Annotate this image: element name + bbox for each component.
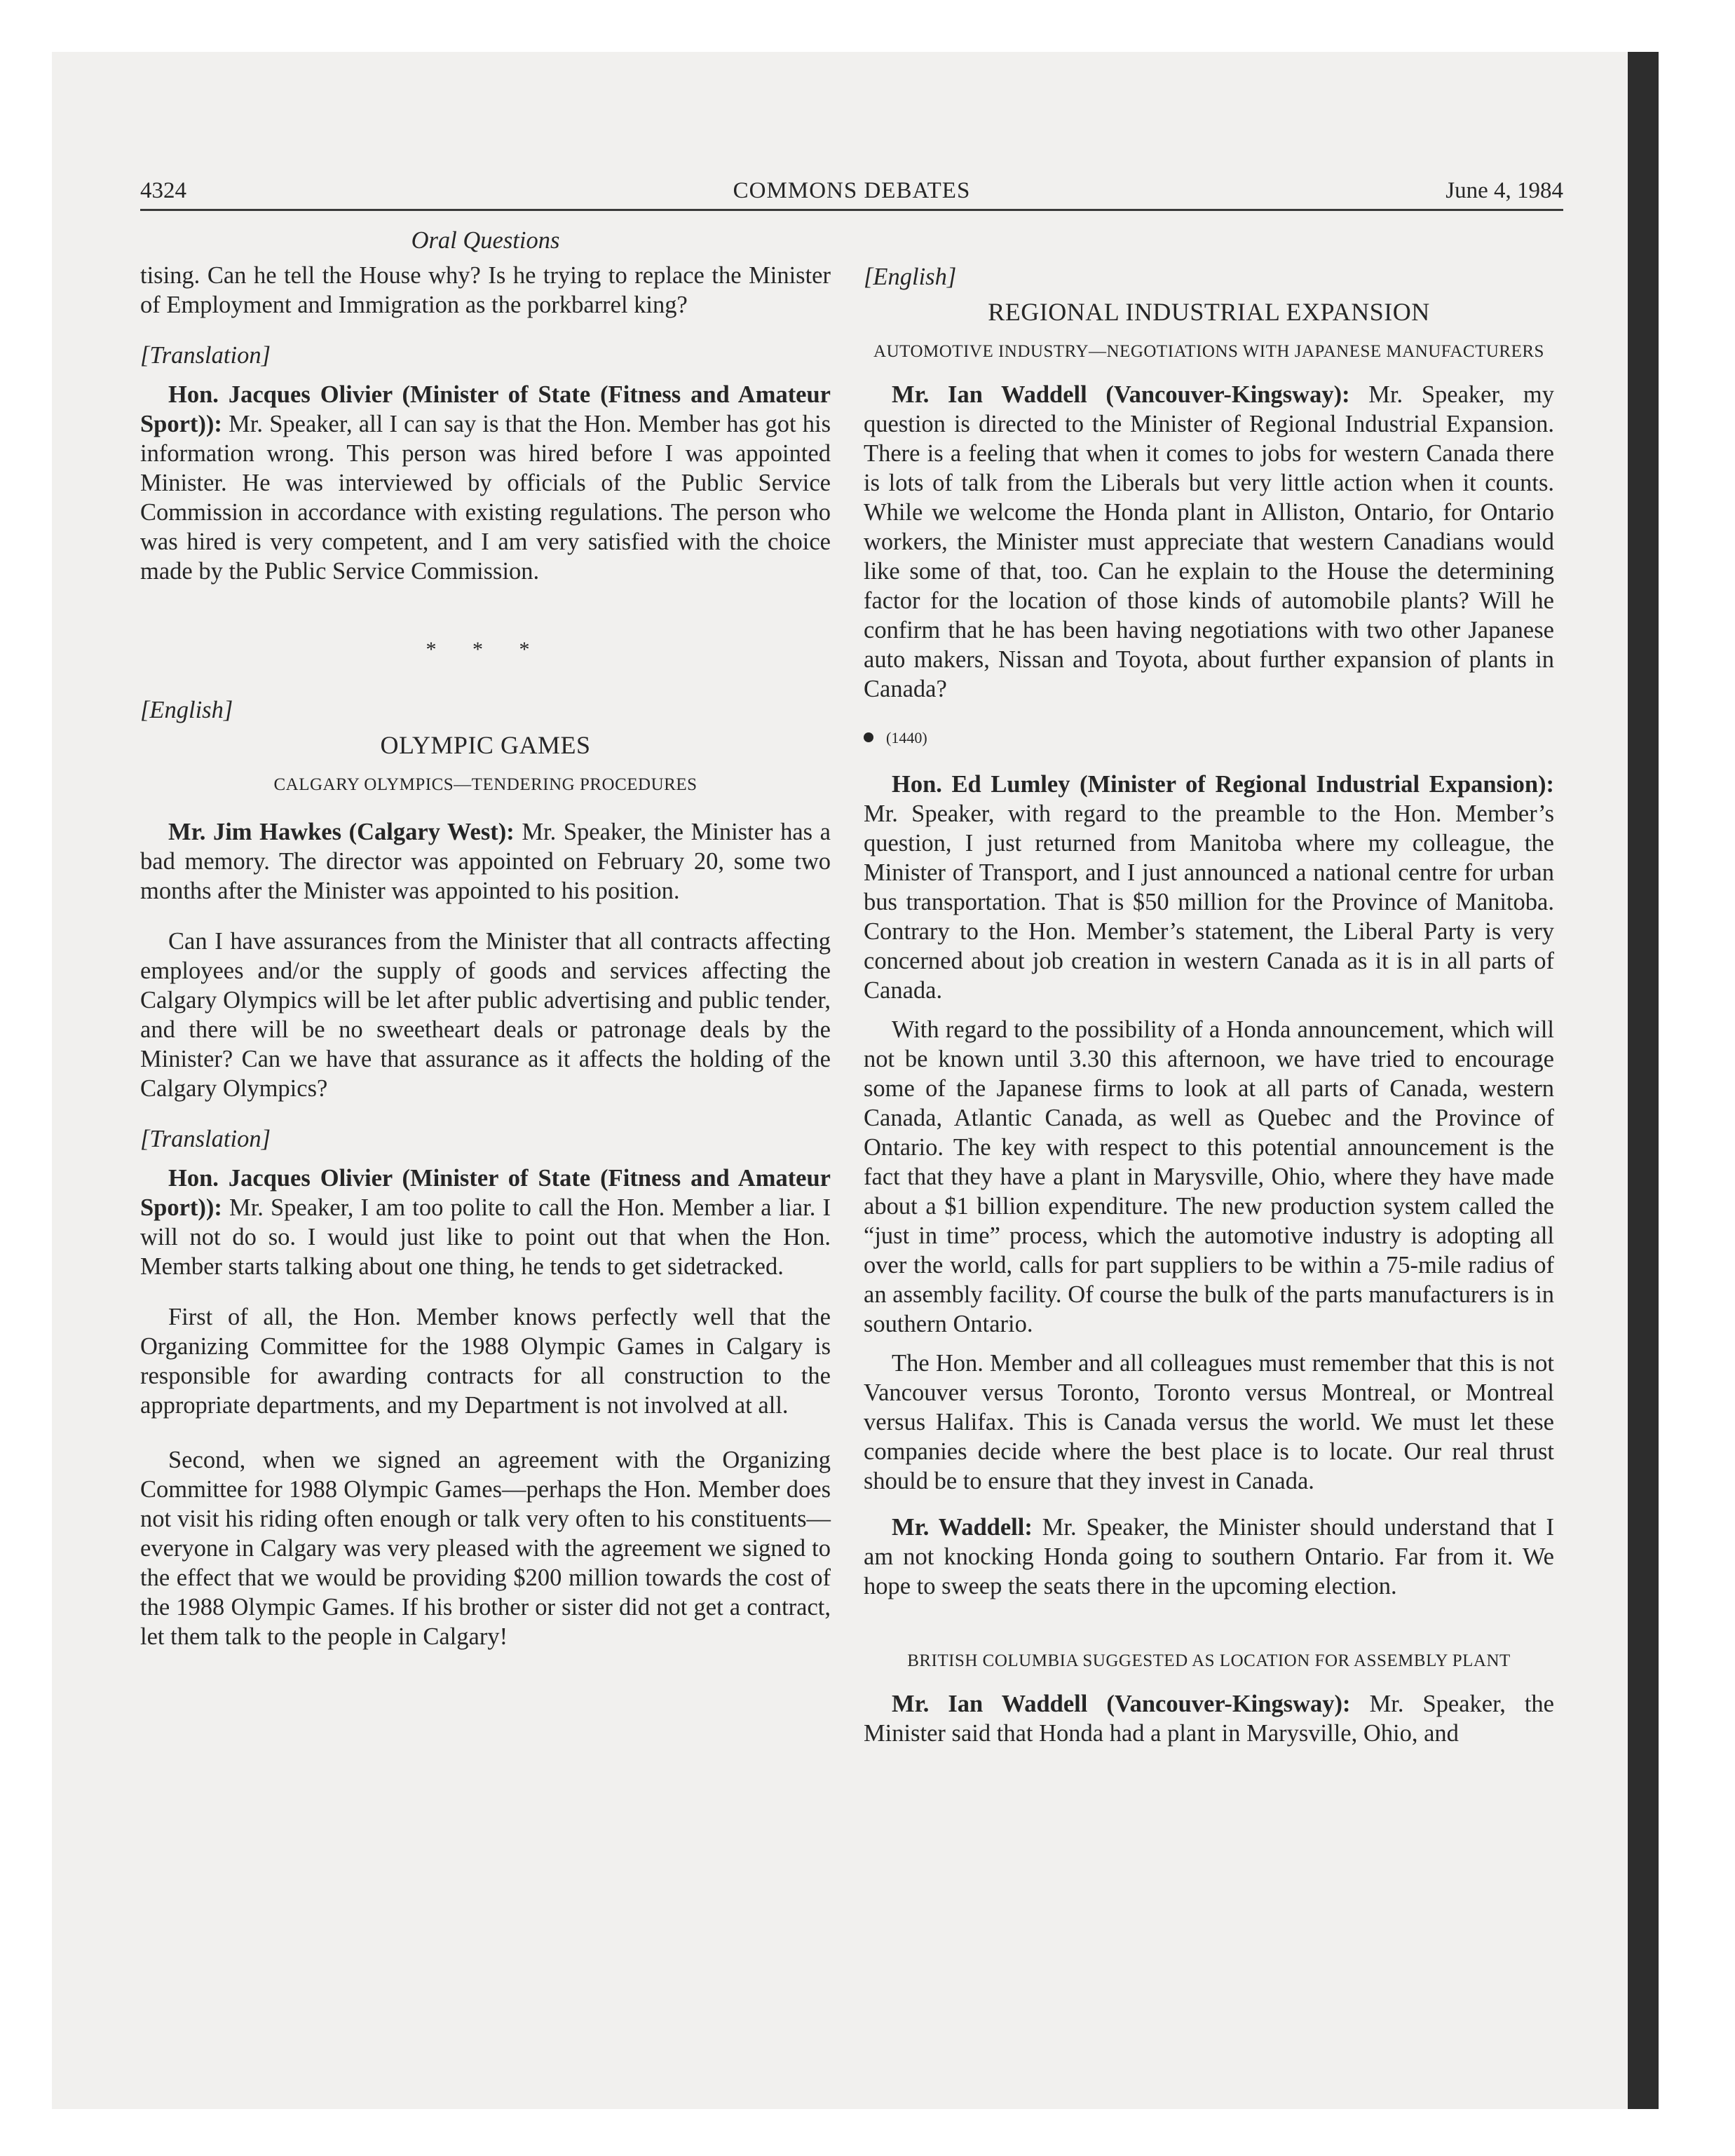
- left-column: [140, 226, 831, 1651]
- speech-text: Mr. Speaker, I am too polite to call the Hon. Member a liar. I will not do so. I would just like to point out that when the Hon. Member starts talking about one thing, he tends to get sidetracked.: [140, 1194, 831, 1280]
- paragraph: [864, 770, 1554, 1005]
- page-date: June 4, 1984: [1445, 178, 1563, 203]
- speaker-name: Hon. Ed Lumley (Minister of Regional Industrial Expansion):: [892, 771, 1554, 798]
- paragraph: Can I have assurances from the Minister that all contracts affecting employees and/or the supply of goods and services affecting the Calgary Olympics will be let after public advertising and public tender, and there will be no sweetheart deals or patronage deals by the Minister? Can we have that assurance as it affects the holding of the Calgary Olympics?: [140, 928, 831, 1102]
- speech-text: Mr. Speaker, my question is directed to the Minister of Regional Industrial Expansion. There is a feeling that when it comes to jobs for western Canada there is lots of talk from the Liberals but very little action when it counts. While we welcome the Honda plant in Alliston, Ontario, for Ontario workers, the Minister must appreciate that western Canadians would like some of that, too. Can he explain to the House the determining factor for the location of those kinds of automobile plants? Will he confirm that he has been having negotiations with two other Japanese auto makers, Nissan and Toyota, about further expansion of plants in Canada?: [864, 381, 1554, 702]
- paragraph: tising. Can he tell the House why? Is he trying to replace the Minister of Employment and Immigration as the porkbarrel king?: [140, 262, 831, 318]
- paragraph: Second, when we signed an agreement with the Organizing Committee for 1988 Olympic Games—perhaps the Hon. Member does not visit his riding often enough or talk very often to his constituents—everyone in Calgary was very pleased with the agreement we signed to the effect that we would be providing $200 million towards the cost of the 1988 Olympic Games. If his brother or sister did not get a contract, let them talk to the people in Calgary!: [140, 1447, 831, 1650]
- bullet-icon: [864, 732, 873, 742]
- section-subheading: BRITISH COLUMBIA SUGGESTED AS LOCATION FOR ASSEMBLY PLANT: [907, 1651, 1511, 1670]
- paragraph: [140, 1164, 831, 1281]
- paragraph: [864, 380, 1554, 704]
- scan-edge: [1628, 52, 1659, 2109]
- paragraph: With regard to the possibility of a Honda announcement, which will not be known until 3.30 this afternoon, we have tried to encourage some of the Japanese firms to look at all parts of Canada, western Canada, Atlantic Canada, as well as Quebec and the Province of Ontario. The key with respect to this potential announcement is the fact that they have a plant in Marysville, Ohio, where they have made about a $1 billion expenditure. The new production system called the “just in time” process, which the automotive industry is adopting all over the world, calls for part suppliers to be within a 75-mile radius of an assembly facility. Of course the bulk of the parts manufacturers is in southern Ontario.: [864, 1016, 1554, 1337]
- speaker-name: Mr. Waddell:: [892, 1514, 1033, 1541]
- running-head: Oral Questions: [411, 227, 560, 254]
- paragraph: [140, 380, 831, 586]
- paragraph: First of all, the Hon. Member knows perfectly well that the Organizing Committee for the 1988 Olympic Games in Calgary is responsible for awarding contracts for all construction to the appropriate departments, and my Department is not involved at all.: [140, 1304, 831, 1419]
- page-header: [140, 175, 1563, 211]
- speaker-name: Hon. Jacques Olivier (Minister of State (Fitness and Amateur Sport)):: [140, 1165, 831, 1221]
- speaker-name: Mr. Ian Waddell (Vancouver-Kingsway):: [892, 381, 1350, 408]
- paragraph: [140, 817, 831, 906]
- paragraph: [864, 1513, 1554, 1601]
- time-marker: [864, 721, 1554, 753]
- right-column: [864, 262, 1554, 1748]
- speech-text: Mr. Speaker, with regard to the preamble to the Hon. Member’s question, I just returned from Manitoba where my colleague, the Minister of Transport, and I just announced a national centre for urban bus transportation. That is $50 million for the Province of Manitoba. Contrary to the Hon. Member’s statement, the Liberal Party is very concerned about job creation in western Canada as it is in all parts of Canada.: [864, 800, 1554, 1004]
- section-subheading: AUTOMOTIVE INDUSTRY—NEGOTIATIONS WITH JAPANESE MANUFACTURERS: [873, 342, 1544, 361]
- language-tag: [English]: [864, 264, 957, 290]
- paragraph: The Hon. Member and all colleagues must remember that this is not Vancouver versus Toronto, Toronto versus Montreal, or Montreal versus Halifax. This is Canada versus the world. We must let these companies decide where the best place is to locate. Our real thrust should be to ensure that they invest in Canada.: [864, 1350, 1554, 1494]
- speech-text: Mr. Speaker, the Minister should understand that I am not knocking Honda going to southern Ontario. Far from it. We hope to sweep the seats there in the upcoming election.: [864, 1514, 1555, 1599]
- speech-text: Mr. Speaker, the Minister said that Honda had a plant in Marysville, Ohio, and: [864, 1691, 1554, 1747]
- time-marker-text: (1440): [886, 729, 927, 746]
- section-subheading: CALGARY OLYMPICS—TENDERING PROCEDURES: [273, 775, 698, 794]
- speech-text: Mr. Speaker, the Minister has a bad memory. The director was appointed on February 20, some two months after the Minister was appointed to his position.: [140, 819, 831, 904]
- language-tag: [Translation]: [140, 342, 271, 369]
- language-tag: [English]: [140, 697, 233, 723]
- language-tag: [Translation]: [140, 1126, 271, 1152]
- speaker-name: Mr. Ian Waddell (Vancouver-Kingsway):: [892, 1691, 1351, 1717]
- section-separator: * * *: [426, 638, 545, 661]
- speaker-name: Hon. Jacques Olivier (Minister of State (Fitness and Amateur Sport)):: [140, 381, 831, 437]
- section-heading: OLYMPIC GAMES: [380, 731, 591, 759]
- page-number: 4324: [140, 178, 186, 203]
- publication-title: COMMONS DEBATES: [733, 178, 971, 203]
- paragraph: [864, 1689, 1554, 1748]
- section-heading: REGIONAL INDUSTRIAL EXPANSION: [988, 298, 1430, 326]
- speech-text: Mr. Speaker, all I can say is that the Hon. Member has got his information wrong. This person was hired before I was appointed Minister. He was interviewed by officials of the Public Service Commission in accordance with existing regulations. The person who was hired is very competent, and I am very satisfied with the choice made by the Public Service Commission.: [140, 411, 831, 585]
- speaker-name: Mr. Jim Hawkes (Calgary West):: [168, 819, 515, 845]
